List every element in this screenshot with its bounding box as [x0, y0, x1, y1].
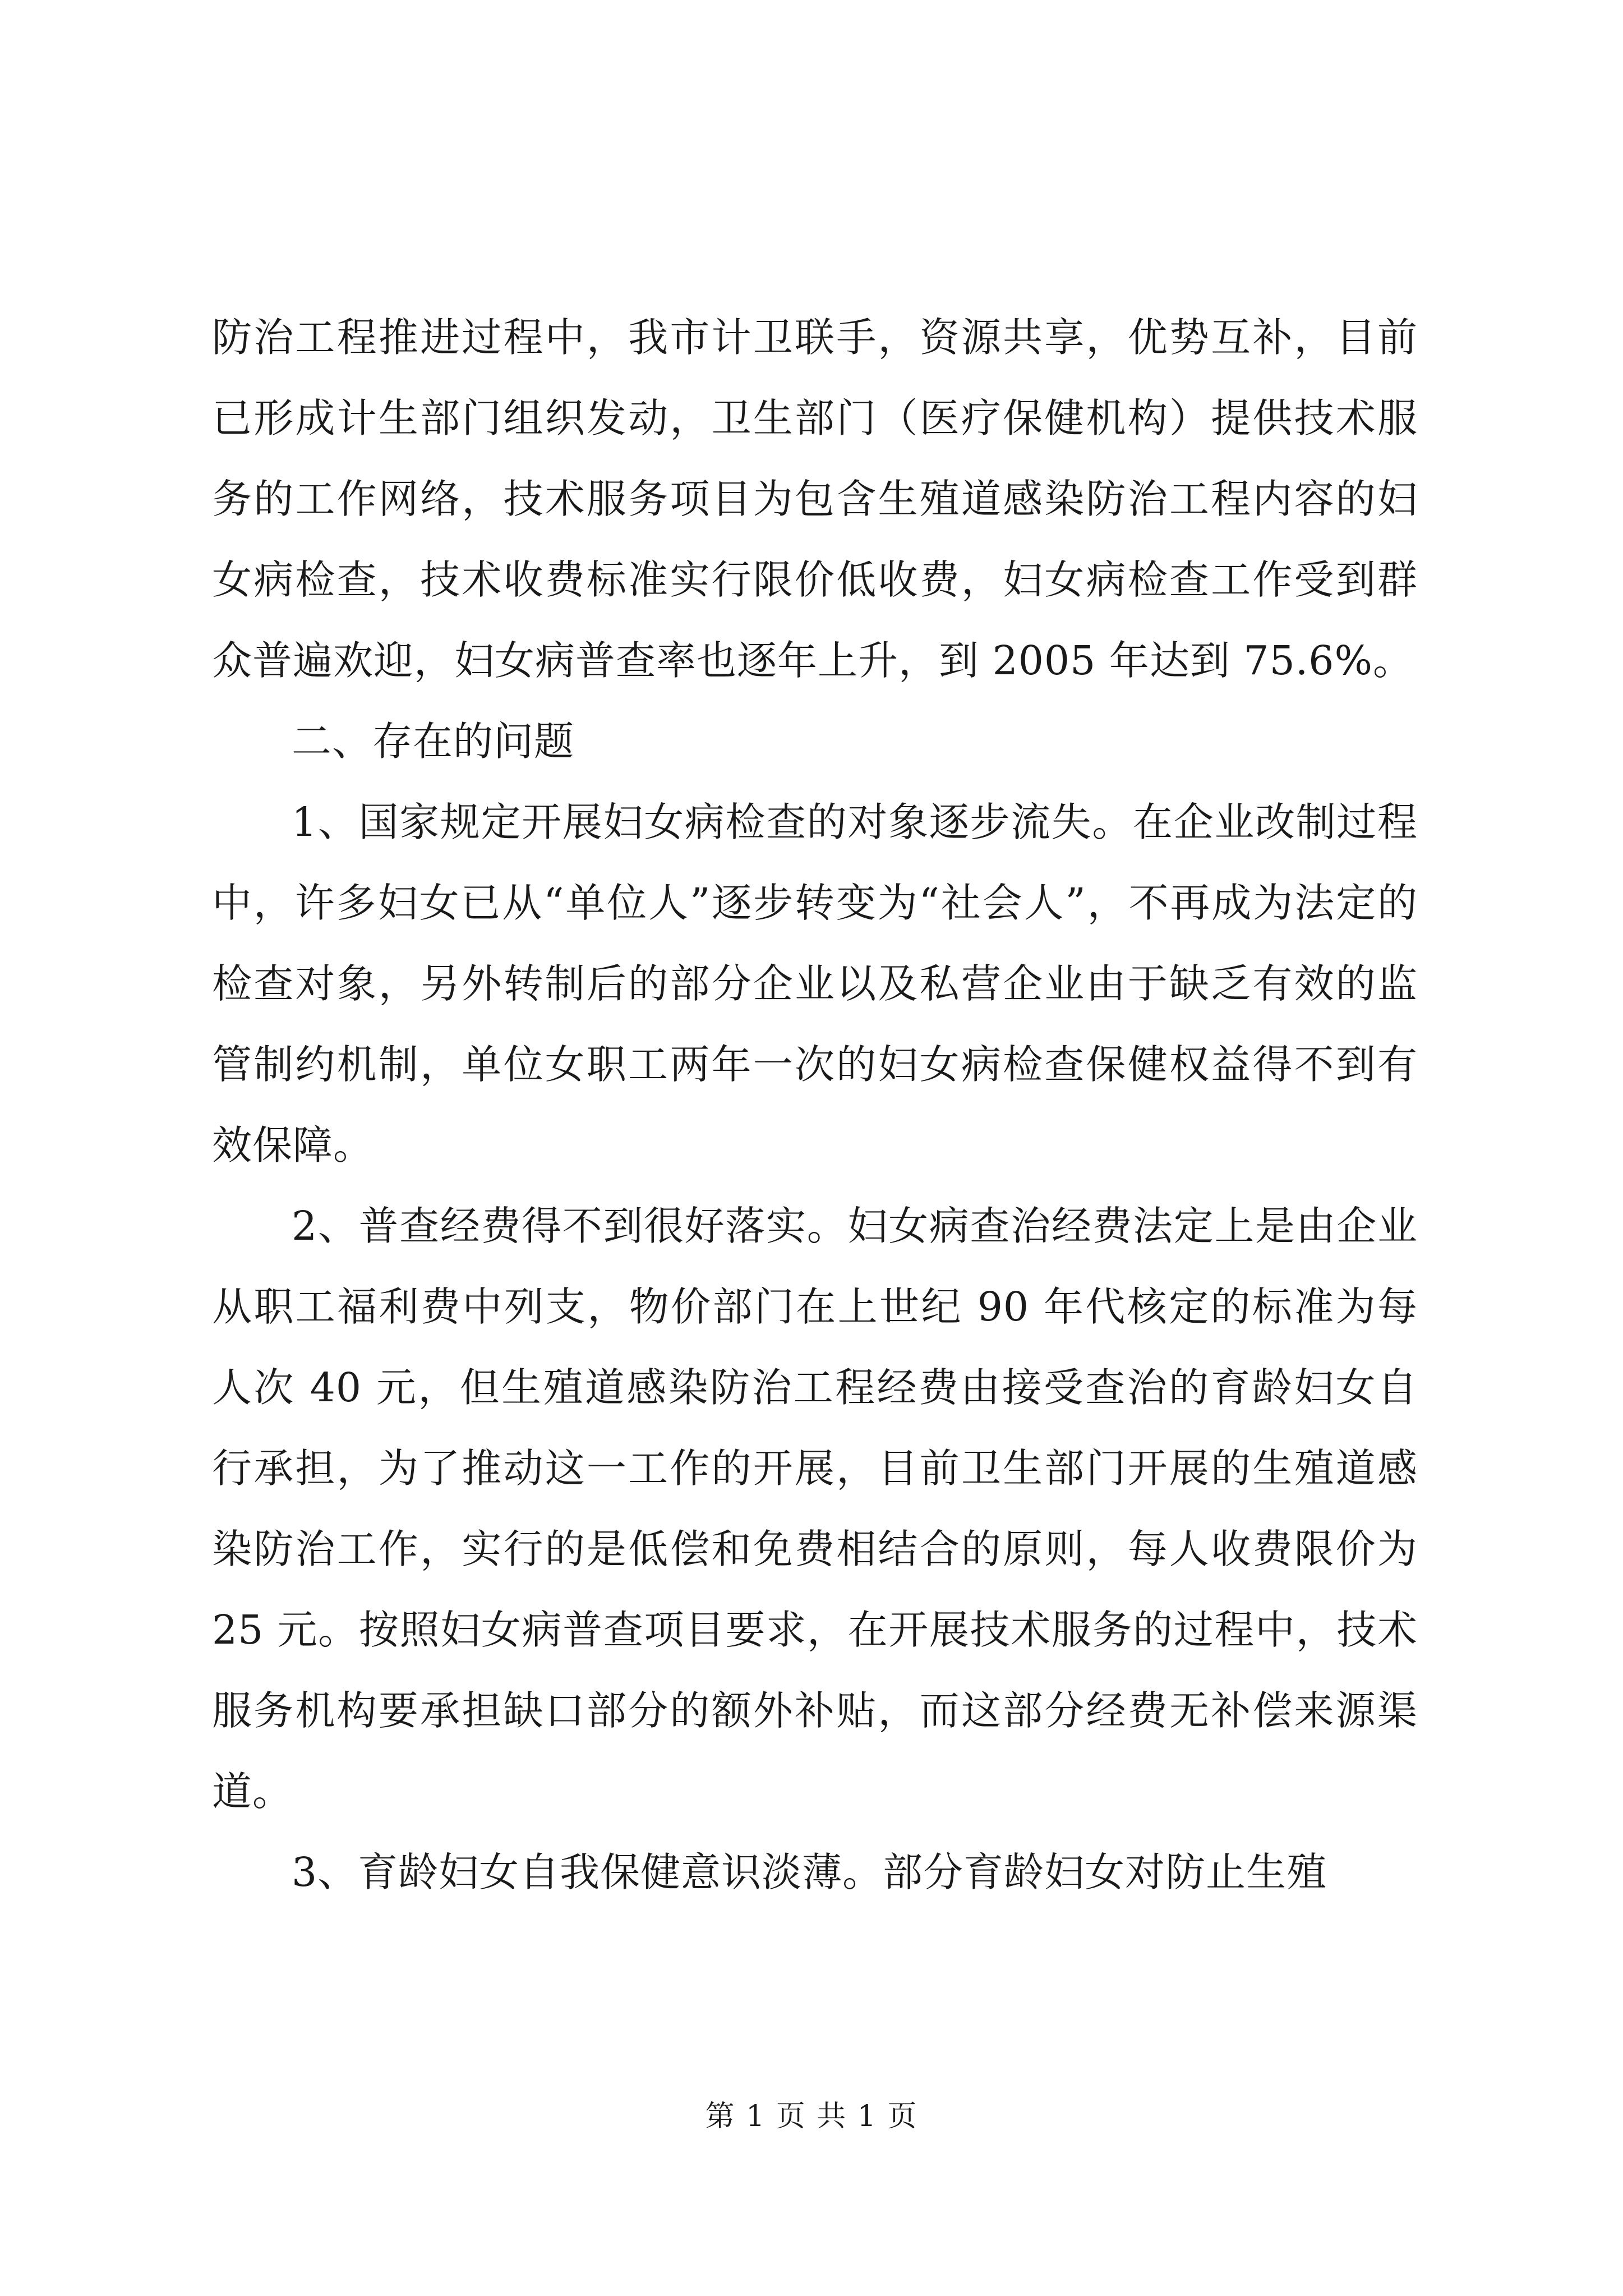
- page-footer: 第 1 页 共 1 页: [705, 2100, 918, 2133]
- paragraph-issue-3: 3、育龄妇女自我保健意识淡薄。部分育龄妇女对防止生殖: [292, 1849, 1327, 1895]
- paragraph-continuation: 防治工程推进过程中，我市计卫联手，资源共享，优势互补，目前已形成计生部门组织发动，卫生部门（医疗保健机构）提供技术服务的工作网络，技术服务项目为包含生殖道感染防治工程内容的妇女病检查，技术收费标准实行限价低收费，妇女病检查工作受到群众普遍欢迎，妇女病普查率也逐年上升，到 2005 年达到 75.6%。: [212, 314, 1418, 684]
- section-heading: 二、存在的问题: [292, 718, 575, 765]
- document-body: [212, 297, 1418, 1913]
- paragraph-issue-1: 1、国家规定开展妇女病检查的对象逐步流失。在企业改制过程中，许多妇女已从“单位人”逐步转变为“社会人”，不再成为法定的检查对象，另外转制后的部分企业以及私营企业由于缺乏有效的监管制约机制，单位女职工两年一次的妇女病检查保健权益得不到有效保障。: [212, 799, 1418, 1168]
- paragraph-issue-2: 2、普查经费得不到很好落实。妇女病查治经费法定上是由企业从职工福利费中列支，物价部门在上世纪 90 年代核定的标准为每人次 40 元，但生殖道感染防治工程经费由接受查治的育龄妇女自行承担，为了推动这一工作的开展，目前卫生部门开展的生殖道感染防治工作，实行的是低偿和免费相结合的原则，每人收费限价为 25 元。按照妇女病普查项目要求，在开展技术服务的过程中，技术服务机构要承担缺口部分的额外补贴，而这部分经费无补偿来源渠道。: [212, 1203, 1418, 1815]
